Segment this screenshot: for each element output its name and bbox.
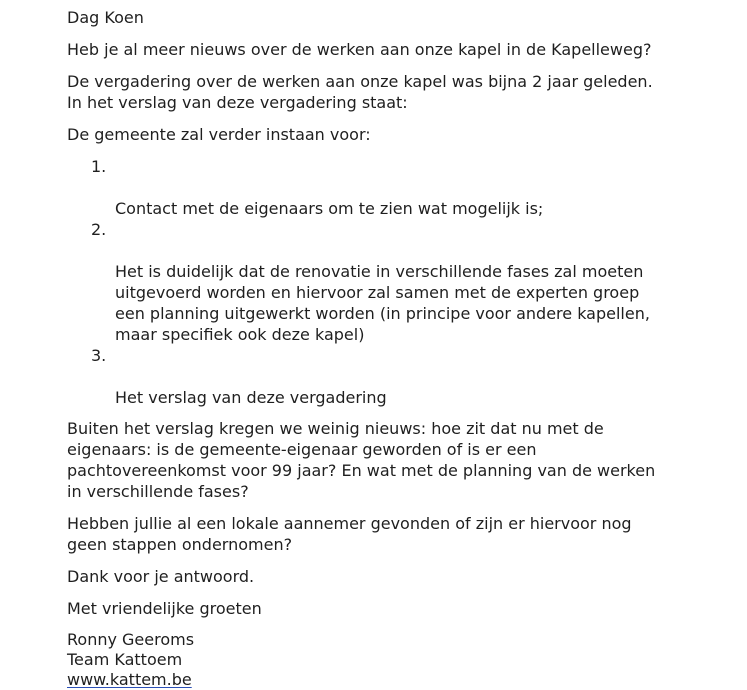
signature-team: Team Kattoem <box>67 650 183 669</box>
list-item-text: Contact met de eigenaars om te zien wat mogelijk is; <box>115 199 544 218</box>
signature <box>67 630 737 690</box>
context-paragraph: De vergadering over de werken aan onze kapel was bijna 2 jaar geleden. In het verslag van deze vergadering staat: <box>67 72 653 112</box>
greeting: Dag Koen <box>67 8 144 27</box>
website-link[interactable]: www.kattem.be <box>67 670 192 689</box>
list-number: 2. <box>91 220 107 239</box>
thanks-paragraph: Dank voor je antwoord. <box>67 567 255 586</box>
intro-paragraph: De gemeente zal verder instaan voor: <box>67 125 371 144</box>
list-item <box>67 219 737 345</box>
list-item-text: Het is duidelijk dat de renovatie in verschillende fases zal moeten uitgevoerd worden en hiervoor zal samen met de experten groep een planning uitgewerkt worden (in principe voor andere kapellen, maar specifiek ook deze kapel) <box>115 262 650 344</box>
list-item <box>67 345 737 408</box>
contractor-paragraph: Hebben jullie al een lokale aannemer gevonden of zijn er hiervoor nog geen stappen ondernomen? <box>67 514 632 554</box>
list-number: 1. <box>91 157 107 176</box>
signature-name: Ronny Geeroms <box>67 630 195 649</box>
follow-up-paragraph: Buiten het verslag kregen we weinig nieuws: hoe zit dat nu met de eigenaars: is de gemeente-eigenaar geworden of is er een pachtovereenkomst voor 99 jaar? En wat met de planning van de werken in verschillende fases? <box>67 419 656 501</box>
question-paragraph: Heb je al meer nieuws over de werken aan onze kapel in de Kapelleweg? <box>67 40 652 59</box>
email-body <box>67 7 737 690</box>
list-number: 3. <box>91 346 107 365</box>
list-item-text: Het verslag van deze vergadering <box>115 388 387 407</box>
numbered-list <box>67 156 737 408</box>
closing-paragraph: Met vriendelijke groeten <box>67 599 262 618</box>
list-item <box>67 156 737 219</box>
